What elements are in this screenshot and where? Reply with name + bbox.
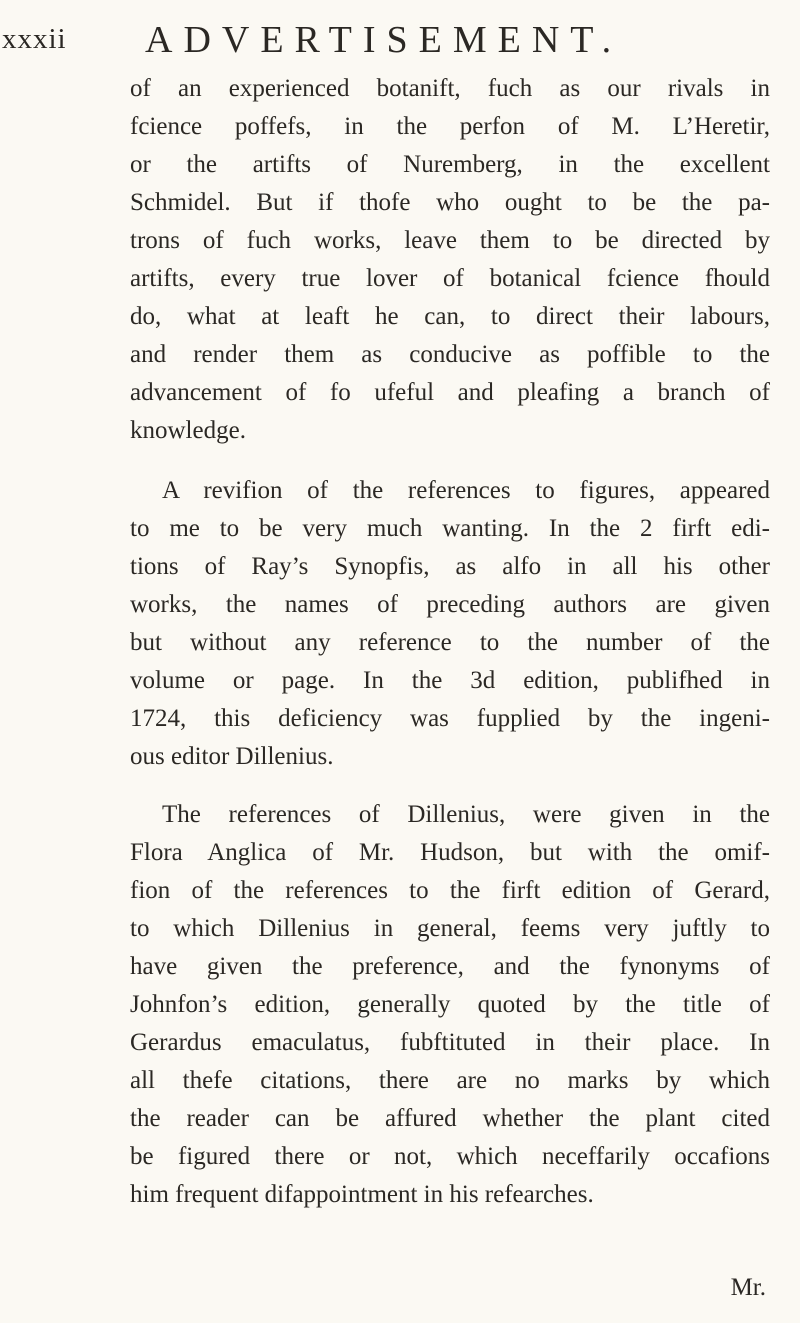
text-line: fcience poffefs, in the perfon of M. L’Heretir, — [130, 113, 770, 140]
text-line: to which Dillenius in general, feems very juftly to — [130, 915, 770, 942]
text-line: but without any reference to the number of the — [130, 629, 770, 656]
page-header — [0, 18, 800, 61]
text-line: fion of the references to the firft edition of Gerard, — [130, 877, 770, 904]
text-line: or the artifts of Nuremberg, in the excellent — [130, 151, 770, 178]
text-line: and render them as conducive as poffible to the — [130, 341, 770, 368]
text-line: advancement of fo ufeful and pleafing a branch of — [130, 379, 770, 406]
catchword: Mr. — [730, 1274, 766, 1301]
text-line: do, what at leaft he can, to direct their labours, — [130, 303, 770, 330]
text-line: to me to be very much wanting. In the 2 firft edi- — [130, 515, 770, 542]
text-line: trons of fuch works, leave them to be directed by — [130, 227, 770, 254]
text-line: The references of Dillenius, were given in the — [162, 801, 770, 828]
page-number: xxxii — [2, 23, 67, 55]
text-line: of an experienced botanift, fuch as our rivals in — [130, 75, 770, 102]
text-line: all thefe citations, there are no marks by which — [130, 1067, 770, 1094]
text-line: works, the names of preceding authors are given — [130, 591, 770, 618]
paragraph-spacer — [130, 776, 770, 796]
text-line: Flora Anglica of Mr. Hudson, but with the omif- — [130, 839, 770, 866]
text-line: have given the preference, and the fynonyms of — [130, 953, 770, 980]
text-line: Schmidel. But if thofe who ought to be the pa- — [130, 189, 770, 216]
paragraph-1 — [130, 70, 770, 450]
text-line: tions of Ray’s Synopfis, as alfo in all his other — [130, 553, 770, 580]
paragraph-2 — [130, 472, 770, 776]
text-line: be figured there or not, which neceffarily occafions — [130, 1143, 770, 1170]
text-line: volume or page. In the 3d edition, publifhed in — [130, 667, 770, 694]
body-text — [130, 70, 770, 1214]
text-line: knowledge. — [130, 417, 246, 444]
text-line: the reader can be affured whether the plant cited — [130, 1105, 770, 1132]
text-line: 1724, this deficiency was fupplied by the ingeni- — [130, 705, 770, 732]
text-line: him frequent difappointment in his refearches. — [130, 1181, 594, 1208]
running-head: ADVERTISEMENT. — [145, 19, 623, 61]
text-line: Johnfon’s edition, generally quoted by the title of — [130, 991, 770, 1018]
paragraph-3 — [130, 796, 770, 1214]
text-line: ous editor Dillenius. — [130, 743, 334, 770]
text-line: A revifion of the references to figures, appeared — [162, 477, 770, 504]
paragraph-spacer — [130, 450, 770, 472]
text-line: Gerardus emaculatus, fubftituted in their place. In — [130, 1029, 770, 1056]
text-line: artifts, every true lover of botanical fcience fhould — [130, 265, 770, 292]
